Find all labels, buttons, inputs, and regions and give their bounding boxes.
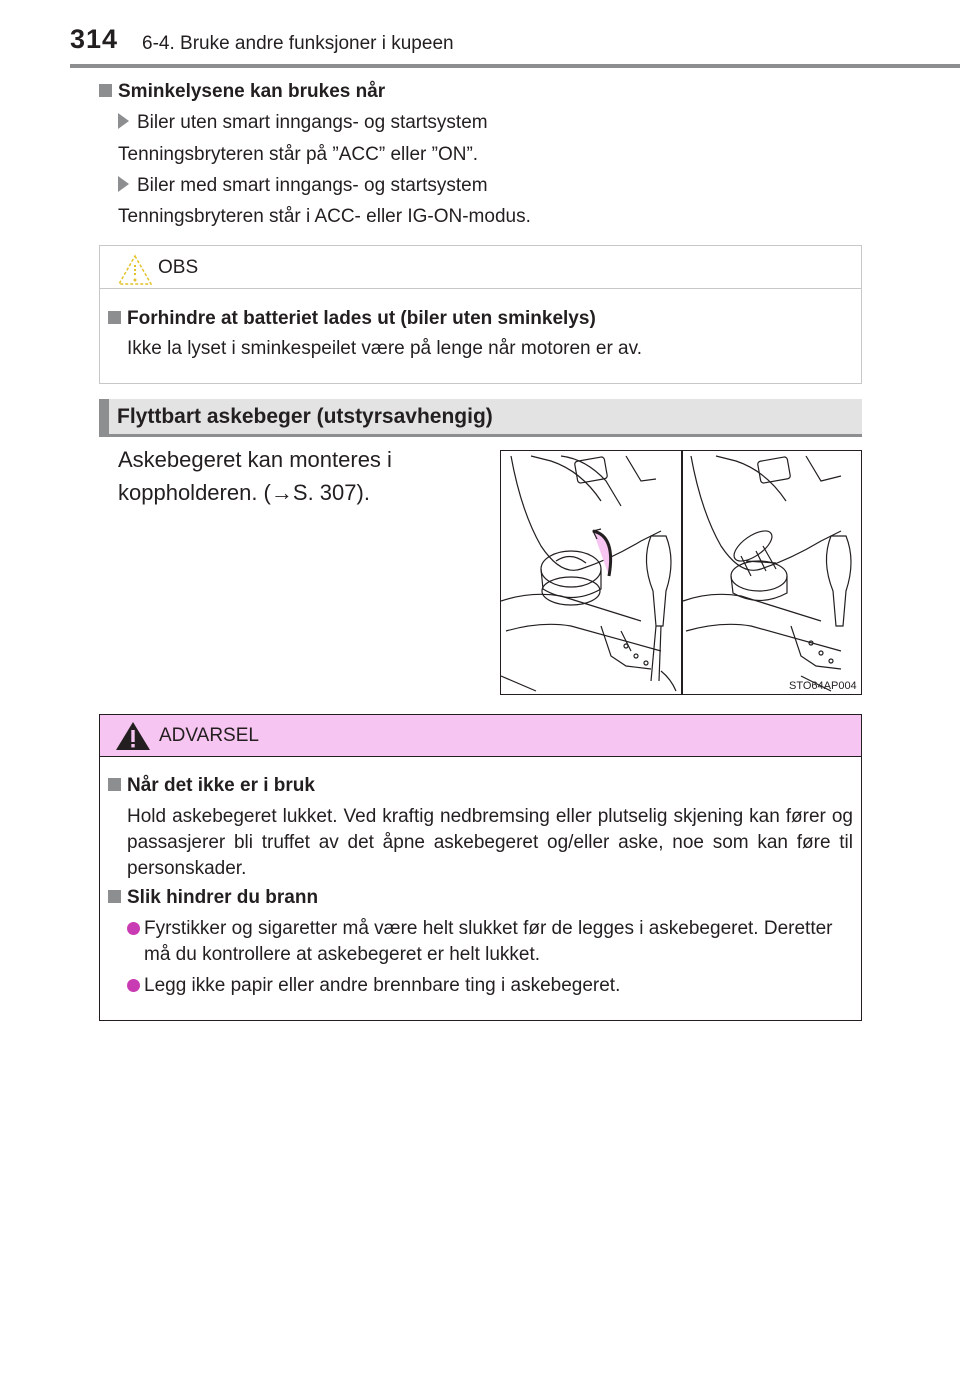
warning-section1-heading-text: Når det ikke er i bruk xyxy=(127,775,315,796)
triangle-bullet-icon xyxy=(118,113,129,129)
section-title: 6-4. Bruke andre funksjoner i kupeen xyxy=(142,33,454,54)
square-bullet-icon xyxy=(108,311,121,324)
vanity-item-2-label xyxy=(118,175,488,197)
warning-label: ADVARSEL xyxy=(159,725,259,746)
warning-section2-heading xyxy=(108,887,318,909)
vanity-heading-text: Sminkelysene kan brukes når xyxy=(118,81,386,102)
vanity-item-1-text: Tenningsbryteren står på ”ACC” eller ”ON”. xyxy=(118,144,479,165)
warning-triangle-icon xyxy=(115,721,151,751)
triangle-bullet-icon xyxy=(118,176,129,192)
warning-section1-heading xyxy=(108,775,315,797)
arrow-right-icon: → xyxy=(270,480,293,505)
figure-code: STO64AP004 xyxy=(789,680,857,692)
ashtray-intro-line2 xyxy=(118,480,370,506)
ashtray-section-bar xyxy=(99,399,862,437)
ashtray-intro-line1: Askebegeret kan monteres i xyxy=(118,447,392,472)
warning-bullet-2 xyxy=(127,973,857,999)
notice-heading-text: Forhindre at batteriet lades ut (biler uten sminkelys) xyxy=(127,308,596,329)
round-bullet-icon xyxy=(127,979,140,992)
square-bullet-icon xyxy=(108,890,121,903)
vanity-item-2-label-text: Biler med smart inngangs- og startsystem xyxy=(137,175,488,196)
notice-text: Ikke la lyset i sminkespeilet være på lenge når motoren er av. xyxy=(127,338,642,359)
notice-heading xyxy=(108,308,596,330)
warning-section2-heading-text: Slik hindrer du brann xyxy=(127,887,319,908)
notice-label: OBS xyxy=(158,257,199,278)
warning-section1-text: Hold askebegeret lukket. Ved kraftig nedbremsing eller plutselig skjening kan fører og passasjerer bli truffet av det åpne askebegeret og/eller aske, noe som kan føre til personskader. xyxy=(127,806,853,879)
ashtray-illustration xyxy=(500,450,862,695)
page-reference-link[interactable]: S. 307). xyxy=(292,480,370,505)
ashtray-section-title: Flyttbart askebeger (utstyrsavhengig) xyxy=(117,405,493,428)
caution-outline-icon xyxy=(117,254,153,286)
square-bullet-icon xyxy=(99,84,112,97)
intro-prefix: koppholderen. ( xyxy=(118,480,271,505)
warning-header xyxy=(100,715,861,757)
vanity-item-2-text: Tenningsbryteren står i ACC- eller IG-ON-modus. xyxy=(118,206,531,227)
vanity-item-1-label-text: Biler uten smart inngangs- og startsystem xyxy=(137,112,488,133)
round-bullet-icon xyxy=(127,922,140,935)
vanity-item-1-label xyxy=(118,112,488,134)
warning-bullet-1 xyxy=(127,916,857,968)
page-number: 314 xyxy=(70,24,119,54)
square-bullet-icon xyxy=(108,778,121,791)
vanity-heading xyxy=(99,81,385,103)
warning-bullet-1-text: Fyrstikker og sigaretter må være helt slukket før de legges i askebegeret. Deretter må du kontrollere at askebegeret er helt lukket. xyxy=(144,918,833,965)
ashtray-drawing xyxy=(501,451,861,694)
notice-box xyxy=(99,245,862,384)
notice-header xyxy=(100,246,861,289)
warning-bullet-2-text: Legg ikke papir eller andre brennbare ting i askebegeret. xyxy=(144,975,621,996)
warning-box xyxy=(99,714,862,1021)
header-divider xyxy=(70,64,960,68)
